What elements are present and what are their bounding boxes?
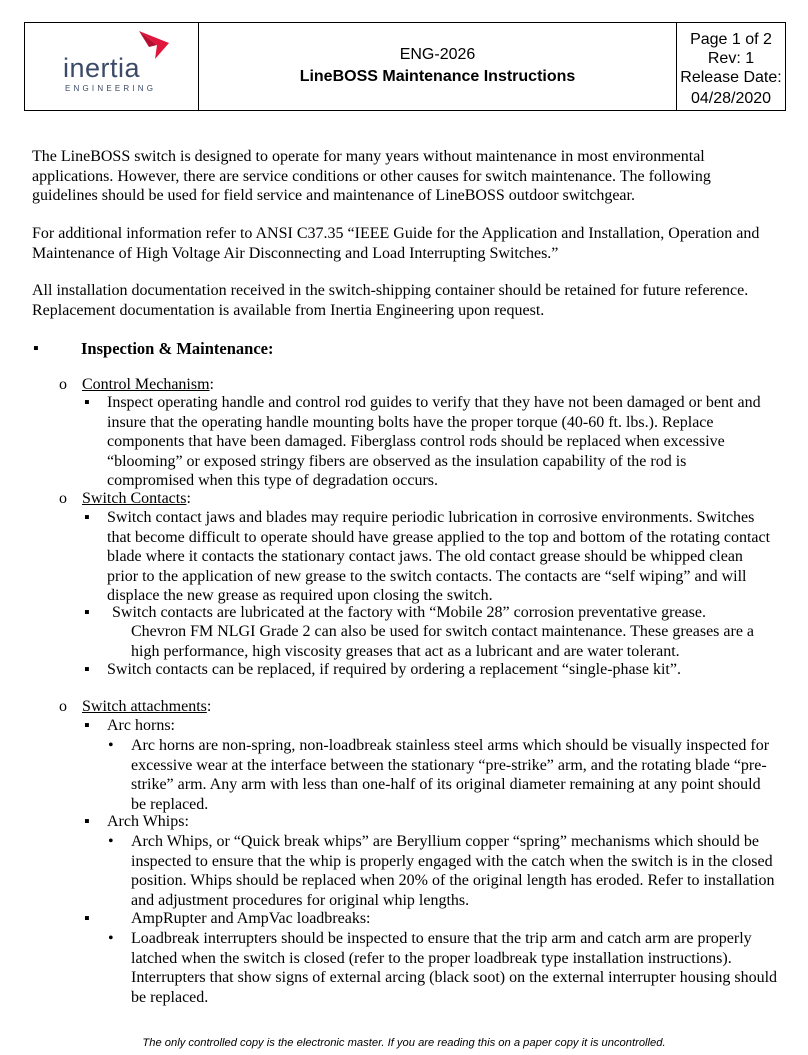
arch-whips-title: Arch Whips:: [107, 813, 189, 830]
page-number: Page 1 of 2: [690, 31, 772, 48]
loadbreaks-text: Loadbreak interrupters should be inspected to ensure that the trip arm and catch arm are properly latched when the switch is closed (refer to the proper loadbreak type installation instructions). Interrupters that show signs of external arcing (black soot) on the external interrupter housing should be replaced.: [131, 930, 778, 1006]
title-cell: [199, 23, 677, 110]
revision: Rev: 1: [707, 50, 755, 67]
release-date: 04/28/2020: [690, 90, 772, 107]
footer-note: The only controlled copy is the electronic master. If you are reading this on a paper copy it is uncontrolled.: [142, 1037, 666, 1049]
meta-cell: [677, 23, 785, 110]
control-mechanism-title: [82, 375, 214, 395]
switch-contacts-title: [82, 489, 191, 509]
circle-bullet: o: [59, 698, 67, 715]
control-mechanism-label: Control Mechanism: [82, 376, 210, 393]
arch-whips-text: Arch Whips, or “Quick break whips” are Beryllium copper “spring” mechanisms which should be inspected to ensure that the whip is properly engaged with the catch when the switch is in the closed position. Whips should be replaced when 20% of the original length has eroded. Refer to installation and adjustment procedures for original whip lengths.: [131, 833, 775, 909]
circle-bullet: o: [59, 376, 67, 393]
square-bullet: ▪: [84, 813, 90, 830]
switch-contacts-text-2a: Switch contacts are lubricated at the factory with “Mobile 28” corrosion preventative grease.: [112, 604, 706, 621]
heading-bullet: ▪: [33, 340, 39, 357]
circle-bullet: o: [59, 490, 67, 507]
square-bullet: ▪: [84, 717, 90, 734]
intro-paragraph-2: For additional information refer to ANSI C37.35 “IEEE Guide for the Application and Installation, Operation and Maintenance of High Voltage Air Disconnecting and Load Interrupting Switches.”: [32, 225, 760, 262]
switch-contacts-text-3: Switch contacts can be replaced, if required by ordering a replacement “single-phase kit”.: [107, 661, 681, 678]
document-header: [24, 22, 786, 111]
section-heading: Inspection & Maintenance:: [81, 339, 274, 358]
switch-contacts-label: Switch Contacts: [82, 490, 187, 507]
dot-bullet: •: [108, 737, 114, 754]
switch-contacts-text-1: Switch contact jaws and blades may require periodic lubrication in corrosive environments. Switches that become difficult to operate should have grease applied to the top and bottom of the rotating contact blade where it contacts the stationary contact jaws. The old contact grease should be whipped clean prior to the application of new grease to the switch contacts. The contacts are “self wiping” and will displace the new grease as required upon closing the switch.: [107, 509, 771, 605]
intro-paragraph-1: The LineBOSS switch is designed to operate for many years without maintenance in most environmental applications. However, there are service conditions or other causes for switch maintenance. The following guidelines should be used for field service and maintenance of LineBOSS outdoor switchgear.: [32, 148, 711, 205]
arc-horns-title: Arc horns:: [107, 717, 175, 734]
document-title: LineBOSS Maintenance Instructions: [299, 68, 576, 85]
dot-bullet: •: [108, 930, 114, 947]
square-bullet: ▪: [84, 394, 90, 411]
switch-attachments-label: Switch attachments: [82, 698, 207, 715]
colon: :: [206, 698, 212, 715]
logo-subtitle: ENGINEERING: [65, 84, 157, 93]
arc-horns-text: Arc horns are non-spring, non-loadbreak stainless steel arms which should be visually inspected for excessive wear at the interface between the stationary “pre-strike” arm, and the rotating blade “pre-strike” arm. Any arm with less than one-half of its original diameter remaining at any point should be replaced.: [131, 737, 770, 813]
switch-contacts-text-2b: Chevron FM NLGI Grade 2 can also be used for switch contact maintenance. These greases are a high performance, high viscosity greases that act as a lubricant and are water tolerant.: [131, 623, 755, 660]
switch-attachments-title: [82, 697, 211, 717]
document-id: ENG-2026: [399, 46, 476, 63]
control-mechanism-text: Inspect operating handle and control rod guides to verify that they have not been damaged or bent and insure that the operating handle mounting bolts have the proper torque (40-60 ft. lbs.). Replace components that have been damaged. Fiberglass control rods should be replaced when excessive “blooming” or exposed stringy fibers are observed as the insulation capability of the rod is compromised when this type of degradation occurs.: [107, 394, 761, 490]
colon: :: [209, 376, 214, 393]
loadbreaks-title: AmpRupter and AmpVac loadbreaks:: [131, 910, 371, 927]
release-date-label: Release Date:: [680, 69, 782, 86]
square-bullet: ▪: [84, 604, 90, 621]
logo-cell: [25, 23, 199, 110]
intro-paragraph-3: All installation documentation received in the switch-shipping container should be retained for future reference. Replacement documentation is available from Inertia Engineering upon request.: [32, 282, 749, 319]
square-bullet: ▪: [84, 509, 90, 526]
colon: :: [186, 490, 191, 507]
logo-wordmark: inertia: [63, 53, 141, 83]
square-bullet: ▪: [84, 910, 90, 927]
dot-bullet: •: [108, 833, 114, 850]
square-bullet: ▪: [84, 661, 90, 678]
